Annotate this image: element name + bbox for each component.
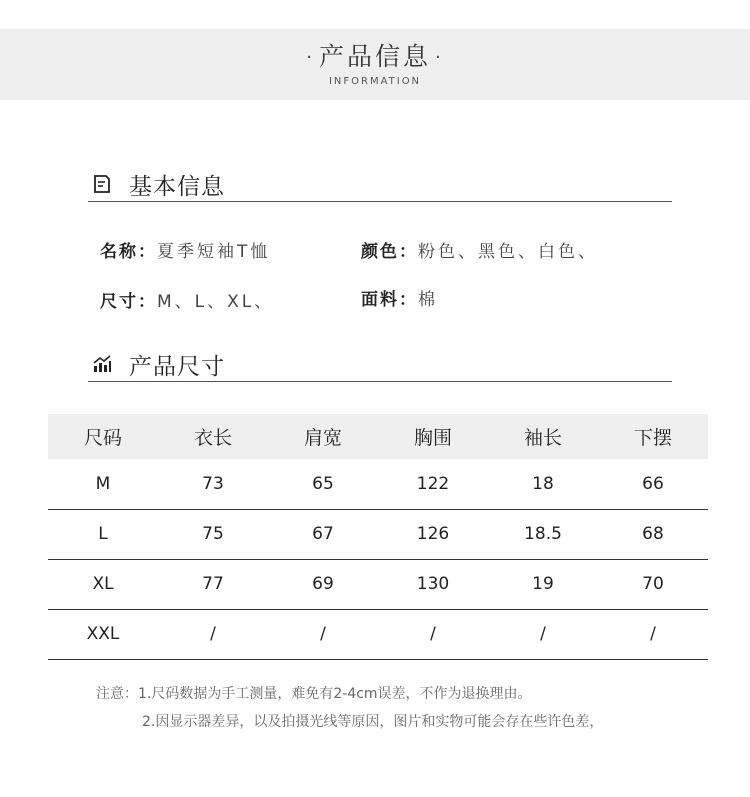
- table-cell: 68: [598, 509, 708, 559]
- color-label: 颜色：: [361, 242, 418, 262]
- table-row: [48, 459, 708, 509]
- table-cell: /: [488, 609, 598, 659]
- info-banner: [0, 29, 750, 100]
- size-value: M、L、XL、: [157, 292, 275, 312]
- table-cell: 73: [158, 459, 268, 509]
- size-title: 产品尺寸: [129, 354, 225, 380]
- header-cell: 下摆: [598, 414, 708, 459]
- table-cell: /: [158, 609, 268, 659]
- table-cell: XL: [48, 559, 158, 609]
- table-cell: 18: [488, 459, 598, 509]
- name-row: [100, 237, 270, 262]
- header-cell: 胸围: [378, 414, 488, 459]
- name-label: 名称：: [100, 242, 157, 262]
- table-row: [48, 559, 708, 609]
- fabric-label: 面料：: [361, 290, 418, 310]
- header-cell: 衣长: [158, 414, 268, 459]
- table-cell: 77: [158, 559, 268, 609]
- size-row: [100, 287, 274, 312]
- size-heading: [88, 346, 672, 382]
- table-header-row: [48, 414, 708, 459]
- table-cell: 122: [378, 459, 488, 509]
- table-cell: /: [268, 609, 378, 659]
- basic-info-title: 基本信息: [129, 174, 225, 200]
- table-cell: 126: [378, 509, 488, 559]
- table-cell: 19: [488, 559, 598, 609]
- fabric-row: [361, 285, 438, 310]
- notes: [96, 680, 603, 736]
- table-cell: 69: [268, 559, 378, 609]
- table-cell: 66: [598, 459, 708, 509]
- header-cell: 肩宽: [268, 414, 378, 459]
- table-cell: XXL: [48, 609, 158, 659]
- table-cell: M: [48, 459, 158, 509]
- banner-title: [0, 42, 750, 73]
- table-row: [48, 609, 708, 659]
- name-value: 夏季短袖T恤: [157, 242, 271, 262]
- color-row: [361, 237, 598, 262]
- banner-subtitle: INFORMATION: [328, 76, 422, 87]
- basic-info-heading: [88, 166, 672, 202]
- table-cell: /: [598, 609, 708, 659]
- document-icon: [92, 174, 112, 194]
- size-table: [48, 414, 708, 660]
- size-label: 尺寸：: [100, 292, 157, 312]
- table-cell: 130: [378, 559, 488, 609]
- header-cell: 袖长: [488, 414, 598, 459]
- table-cell: 65: [268, 459, 378, 509]
- table-cell: 18.5: [488, 509, 598, 559]
- chart-icon: [92, 354, 112, 374]
- banner-title-text: 产品信息: [318, 42, 431, 71]
- table-row: [48, 509, 708, 559]
- header-cell: 尺码: [48, 414, 158, 459]
- fabric-value: 棉: [418, 290, 438, 310]
- color-value: 粉色、黑色、白色、: [418, 242, 598, 262]
- table-cell: L: [48, 509, 158, 559]
- banner-dot-left: ·: [306, 47, 315, 68]
- table-cell: 70: [598, 559, 708, 609]
- table-cell: 67: [268, 509, 378, 559]
- banner-dot-right: ·: [435, 47, 444, 68]
- table-cell: /: [378, 609, 488, 659]
- note-line-2: 2.因显示器差异，以及拍摄光线等原因，图片和实物可能会存在些许色差，: [142, 714, 604, 730]
- table-cell: 75: [158, 509, 268, 559]
- note-line-1: 注意：1.尺码数据为手工测量，难免有2-4cm误差，不作为退换理由。: [96, 686, 532, 702]
